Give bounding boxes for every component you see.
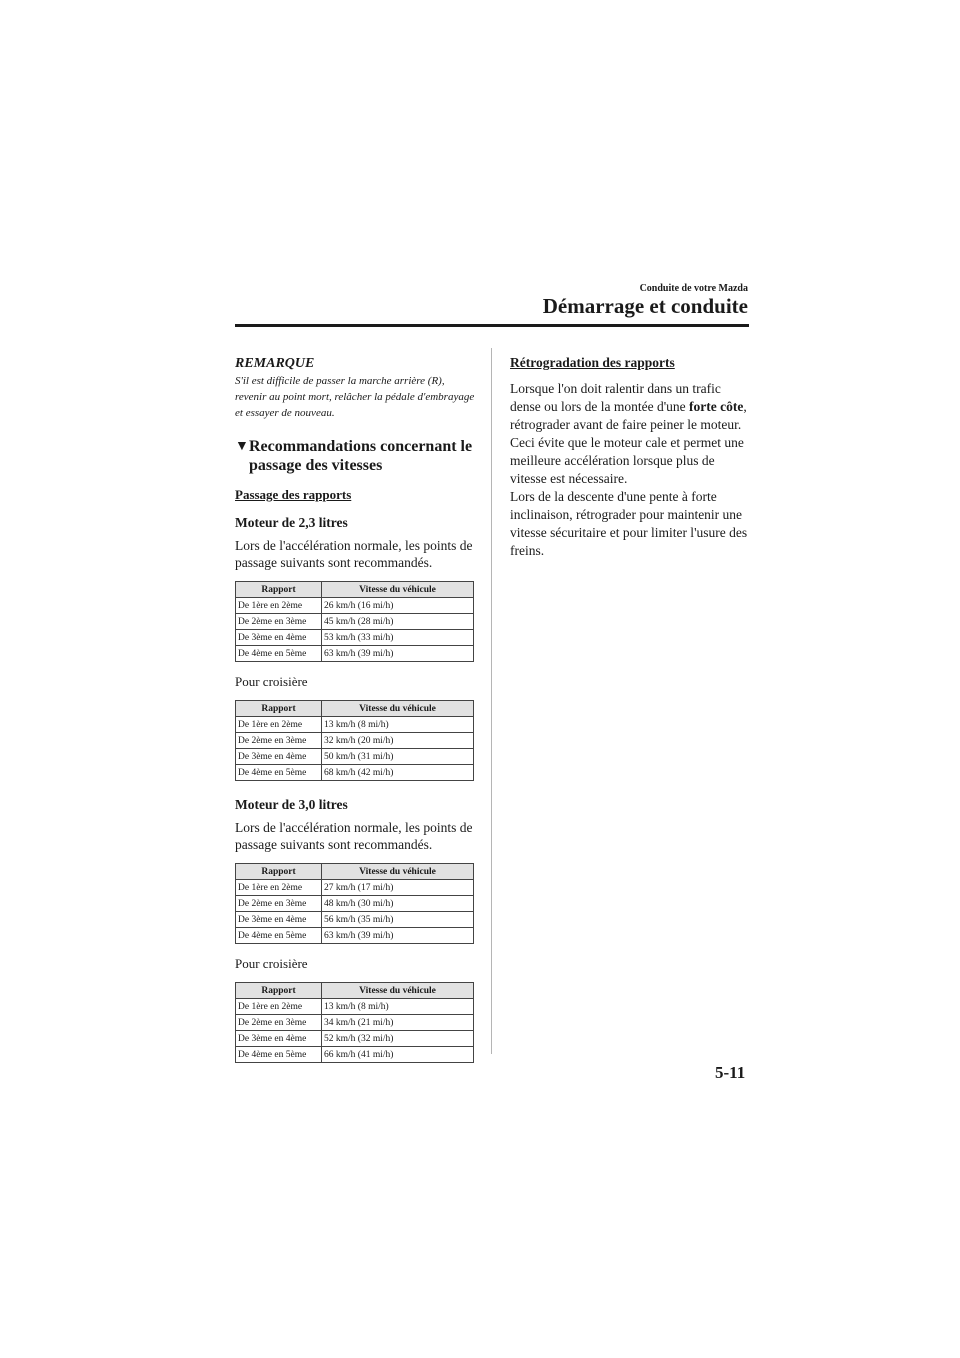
- table-cell: De 3ème en 4ème: [236, 1031, 322, 1047]
- engine-23-heading: Moteur de 2,3 litres: [235, 515, 348, 530]
- table-cell: De 3ème en 4ème: [236, 749, 322, 765]
- table-row: [236, 999, 474, 1015]
- table-header-cell: Rapport: [236, 701, 322, 717]
- chapter-subtitle: Conduite de votre Mazda: [639, 283, 748, 294]
- table-cell: 32 km/h (20 mi/h): [322, 733, 474, 749]
- table-cell: 13 km/h (8 mi/h): [322, 999, 474, 1015]
- table-row: [236, 630, 474, 646]
- table-cell: 52 km/h (32 mi/h): [322, 1031, 474, 1047]
- table-cell: De 1ère en 2ème: [236, 999, 322, 1015]
- table-row: [236, 880, 474, 896]
- left-column: [235, 355, 475, 1075]
- table-header-cell: Vitesse du véhicule: [322, 701, 474, 717]
- table-cell: De 4ème en 5ème: [236, 1047, 322, 1063]
- section-title: Recommandations concernant le passage des vitesses: [249, 438, 473, 474]
- table-row: [236, 896, 474, 912]
- table-row: [236, 1031, 474, 1047]
- table-header-cell: Vitesse du véhicule: [322, 582, 474, 598]
- engine-23-text: Lors de l'accélération normale, les points de passage suivants sont recommandés.: [235, 538, 473, 570]
- table-header-cell: Vitesse du véhicule: [322, 864, 474, 880]
- table-header-cell: Rapport: [236, 864, 322, 880]
- table-row: [236, 765, 474, 781]
- table-cell: De 4ème en 5ème: [236, 646, 322, 662]
- table-header-cell: Rapport: [236, 582, 322, 598]
- table-cell: De 4ème en 5ème: [236, 928, 322, 944]
- note-heading: REMARQUE: [235, 356, 315, 371]
- table-cell: 63 km/h (39 mi/h): [322, 646, 474, 662]
- table-cell: De 3ème en 4ème: [236, 912, 322, 928]
- table-header-row: [236, 983, 474, 999]
- column-divider: [491, 348, 492, 1054]
- table-cell: De 1ère en 2ème: [236, 880, 322, 896]
- table-cell: De 2ème en 3ème: [236, 614, 322, 630]
- speed-table: [235, 700, 474, 781]
- cruise-label: Pour croisière: [235, 956, 308, 971]
- table-row: [236, 733, 474, 749]
- speed-table: [235, 581, 474, 662]
- table-cell: 26 km/h (16 mi/h): [322, 598, 474, 614]
- speed-table: [235, 982, 474, 1063]
- table-cell: 13 km/h (8 mi/h): [322, 717, 474, 733]
- table-row: [236, 614, 474, 630]
- note-text: S'il est difficile de passer la marche arrière (R), revenir au point mort, relâcher la pédale d'embrayage et essayer de nouveau.: [235, 375, 475, 419]
- downshift-heading: Rétrogradation des rapports: [510, 355, 675, 370]
- table-cell: De 1ère en 2ème: [236, 598, 322, 614]
- table-row: [236, 912, 474, 928]
- table-row: [236, 1015, 474, 1031]
- engine-30-heading: Moteur de 3,0 litres: [235, 797, 348, 812]
- page-number: 5-11: [715, 1063, 746, 1082]
- table-row: [236, 717, 474, 733]
- table-cell: De 1ère en 2ème: [236, 717, 322, 733]
- cruise-label: Pour croisière: [235, 674, 308, 689]
- table-cell: 48 km/h (30 mi/h): [322, 896, 474, 912]
- downshift-text: [510, 380, 750, 560]
- triangle-down-icon: ▼: [235, 439, 249, 454]
- text-span: Lors de la descente d'une pente à forte inclinaison, rétrograder pour maintenir une vitesse sécuritaire et pour limiter l'usure des freins.: [510, 489, 748, 558]
- text-span: Lorsque l'on doit ralentir dans un trafic dense ou lors de la montée d'une: [510, 381, 721, 414]
- table-cell: 50 km/h (31 mi/h): [322, 749, 474, 765]
- table-cell: 63 km/h (39 mi/h): [322, 928, 474, 944]
- table-cell: 68 km/h (42 mi/h): [322, 765, 474, 781]
- table-cell: 45 km/h (28 mi/h): [322, 614, 474, 630]
- engine-30-text: Lors de l'accélération normale, les points de passage suivants sont recommandés.: [235, 820, 473, 852]
- section-heading: [235, 437, 475, 475]
- table-header-row: [236, 701, 474, 717]
- chapter-title: Démarrage et conduite: [542, 294, 748, 318]
- text-span: , rétrograder avant de faire peiner le moteur. Ceci évite que le moteur cale et permet une meilleure accélération lorsque plus de vitesse est nécessaire.: [510, 399, 747, 486]
- table-header-cell: Vitesse du véhicule: [322, 983, 474, 999]
- table-header-cell: Rapport: [236, 983, 322, 999]
- table-row: [236, 749, 474, 765]
- table-header-row: [236, 582, 474, 598]
- table-row: [236, 646, 474, 662]
- table-cell: De 4ème en 5ème: [236, 765, 322, 781]
- table-cell: 53 km/h (33 mi/h): [322, 630, 474, 646]
- table-cell: 27 km/h (17 mi/h): [322, 880, 474, 896]
- subsection-title: Passage des rapports: [235, 487, 352, 502]
- table-header-row: [236, 864, 474, 880]
- speed-table: [235, 863, 474, 944]
- table-cell: De 2ème en 3ème: [236, 1015, 322, 1031]
- table-cell: De 2ème en 3ème: [236, 733, 322, 749]
- table-cell: 56 km/h (35 mi/h): [322, 912, 474, 928]
- table-cell: De 2ème en 3ème: [236, 896, 322, 912]
- bold-term: forte côte: [689, 399, 744, 414]
- table-row: [236, 1047, 474, 1063]
- header-rule: [235, 324, 749, 327]
- table-cell: 66 km/h (41 mi/h): [322, 1047, 474, 1063]
- table-cell: 34 km/h (21 mi/h): [322, 1015, 474, 1031]
- table-cell: De 3ème en 4ème: [236, 630, 322, 646]
- table-row: [236, 598, 474, 614]
- table-row: [236, 928, 474, 944]
- right-column: [510, 355, 750, 570]
